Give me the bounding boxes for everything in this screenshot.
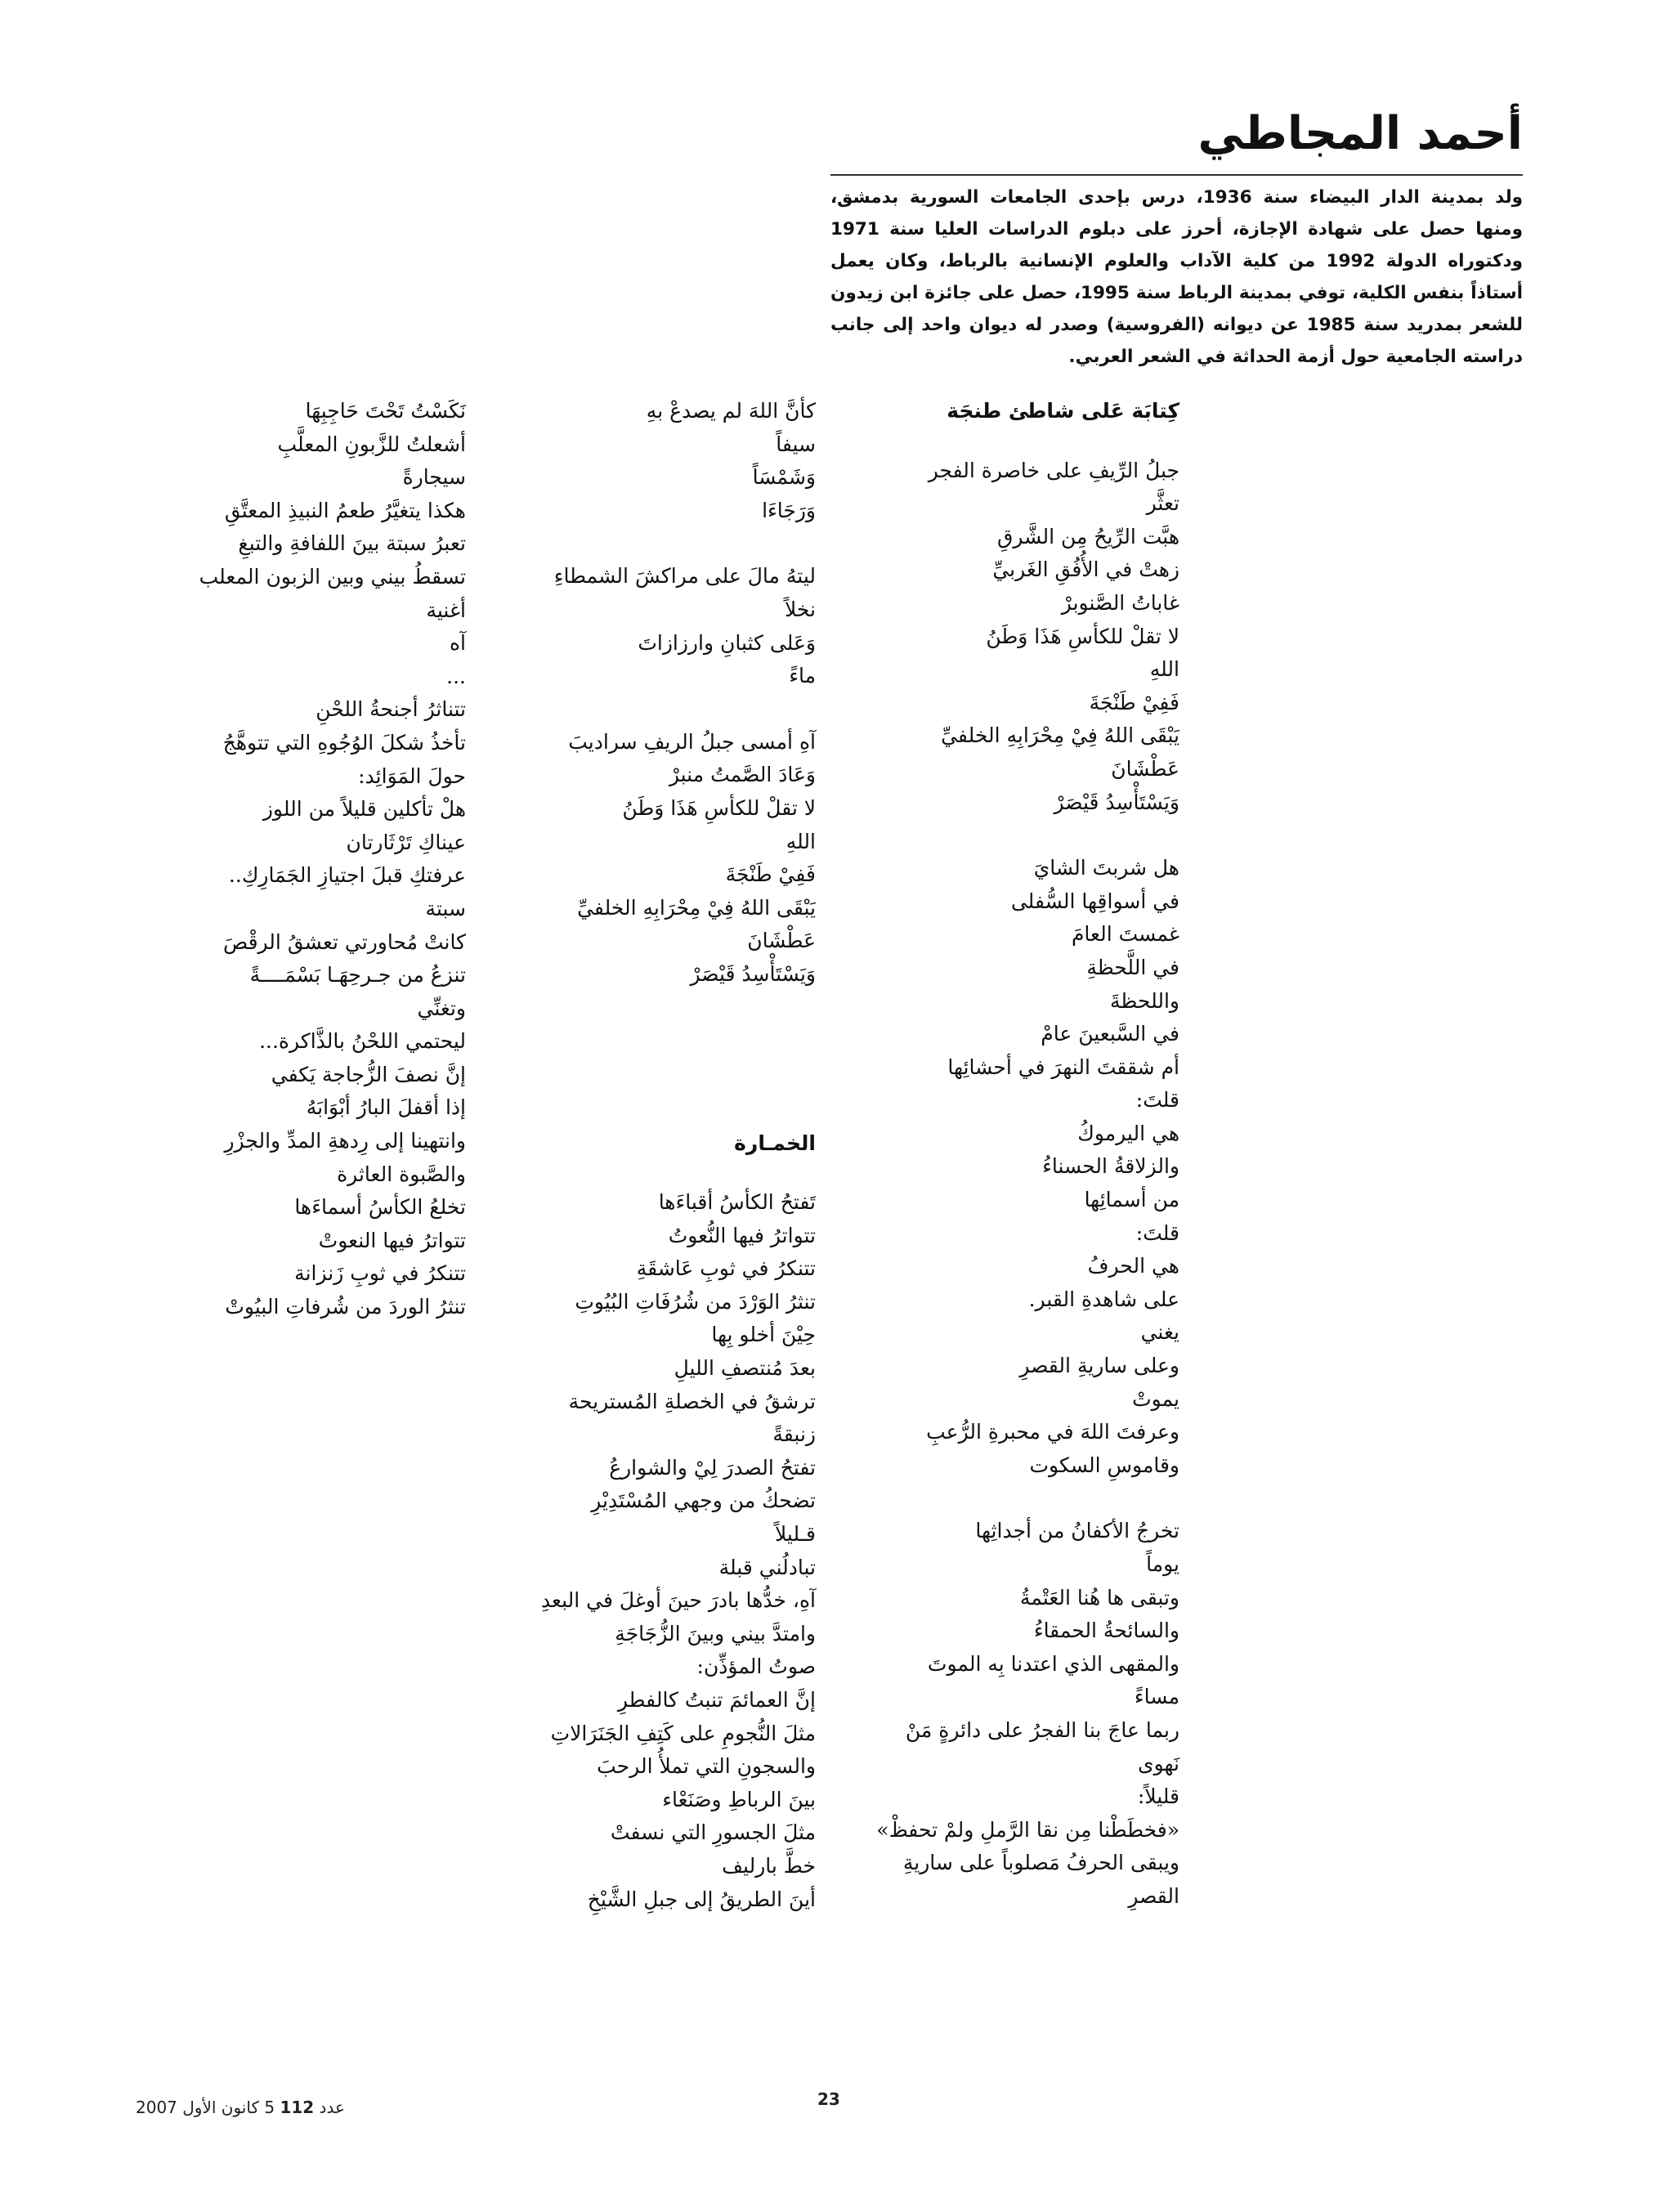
poem-line: وعرفتَ اللهَ في محبرةِ الرُّعبِ <box>926 1420 1179 1444</box>
poem-line: والصَّبوة العاثرة <box>337 1162 466 1186</box>
poem-line: هي اليرموكُ <box>1077 1121 1179 1145</box>
poem-line: وقاموسِ السكوت <box>1029 1453 1179 1477</box>
poem-line: أينَ الطريقُ إلى جبلِ الشَّيْخِ <box>587 1887 816 1911</box>
issue-number: 112 <box>280 2098 315 2117</box>
poem-line: آهِ أمسى جبلُ الريفِ سراديبَ <box>568 729 816 754</box>
issue-label: عدد <box>319 2098 345 2117</box>
poem-line: اللهِ <box>786 829 816 853</box>
poem-line: ... <box>446 664 466 688</box>
poem-line: بعدَ مُنتصفِ الليلِ <box>674 1356 816 1381</box>
poem-line: على شاهدةِ القبر. <box>1028 1287 1179 1311</box>
poem-line: ليحتمي اللحْنُ بالذَّاكرة... <box>259 1029 466 1054</box>
poem-line: سيجارةً <box>402 465 466 490</box>
stanza <box>440 395 816 527</box>
poem-line: قلتَ: <box>1135 1220 1179 1245</box>
poem-line: تتواترُ فيها النعوتْ <box>318 1228 466 1252</box>
poem-line: وَرَجَاءَا <box>762 498 816 522</box>
poem-line: إنَّ نصفَ الزُّجاجة يَكفي <box>271 1062 466 1086</box>
poem-line: بينَ الرباطِ وصَنَعْاء <box>662 1787 816 1811</box>
poem-line: حِيْنَ أخلو بِها <box>711 1323 816 1347</box>
poem-line: وانتهينا إلى رِدهةِ المدِّ والجزْرِ <box>224 1129 466 1153</box>
poem-title-tavern: الخمـارة <box>734 1131 816 1155</box>
poem-line: أغنية <box>426 598 466 622</box>
poem-line: غمستَ العامَ <box>1071 922 1179 947</box>
poem-line: تخرجُ الأكفانُ من أجداثِها <box>975 1519 1179 1543</box>
page-footer <box>0 2089 1674 2117</box>
column-left <box>74 395 466 1324</box>
stanza <box>74 395 466 1324</box>
poem-line: تبادلُني قبلة <box>718 1555 816 1579</box>
author-title: أحمد المجاطي <box>1197 107 1523 160</box>
poem-line: والسجونِ التي تملأُ الرحبَ <box>597 1754 816 1779</box>
poem-line: تضحكُ من وجهي المُسْتَدِيْرِ <box>591 1489 816 1513</box>
poem-line: آهِ، خدُّها بادرَ حينَ أوغلَ في البعدِ <box>540 1588 816 1613</box>
poem-line: كانتْ مُحاورتي تعشقُ الرقْصَ <box>222 929 466 954</box>
poem-line: قلتَ: <box>1135 1088 1179 1113</box>
poem-line: سيفاً <box>776 432 816 456</box>
poem-line: والزلاقةُ الحسناءُ <box>1042 1154 1179 1179</box>
poem-line: لا تقلْ للكأسِ هَذَا وَطَنُ <box>622 795 816 820</box>
poem-line: في أسواقِها السُّفلى <box>1010 889 1179 913</box>
header-rule <box>830 174 1523 176</box>
poem-line: مثلَ النُّجومِ على كَتِفِ الجَنَرَالاتِ <box>550 1721 816 1745</box>
column-middle <box>440 395 816 1916</box>
poem-line: وتبقى ها هُنا العَتْمةُ <box>1019 1585 1179 1610</box>
poem-line: تعثَّر <box>1146 491 1179 516</box>
poem-line: عيناكِ تَرْثَارتان <box>346 830 466 854</box>
poem-line: والسائحةُ الحمقاءُ <box>1033 1619 1179 1643</box>
poem-line: تتنكرُ في ثوبِ زَنزانة <box>294 1261 466 1286</box>
issue-date: 5 كانون الأول 2007 <box>136 2098 275 2117</box>
poem-line: يغني <box>1140 1320 1179 1345</box>
poem-line: وتغنِّي <box>417 996 466 1020</box>
poem-line: عَطْشَانَ <box>1111 756 1179 781</box>
poem-line: غاباتُ الصَّنوبرْ <box>1061 590 1179 615</box>
poem-line: «فخطَطْنا مِن نقا الرَّملِ ولمْ تحفظْ» <box>876 1817 1179 1842</box>
poem-line: وعلى ساريةِ القصرِ <box>1019 1354 1179 1378</box>
author-bio: ولد بمدينة الدار البيضاء سنة 1936، درس بإحدى الجامعات السورية بدمشق، ومنها حصل على شهادة الإجازة، أحرز على دبلوم الدراسات العليا سنة 1971 ودكتوراه الدولة 1992 من كلية الآداب والعلوم الإنسانية بالرباط، وكان يعمل أستاذاً بنفس الكلية، توفي بمدينة الرباط سنة 1995، حصل على جائزة ابن زيدون للشعر بمدريد سنة 1985 عن ديوانه (الفروسية) وصدر له ديوان واحد إلى جانب دراسته الجامعية حول أزمة الحداثة في الشعر العربي. <box>830 187 1524 367</box>
poem-line: تسقطُ بيني وبين الزبون المعلب <box>199 564 466 589</box>
poem-line: تعبرُ سبتة بينَ اللفافةِ والتبغِ <box>238 531 466 556</box>
poem-line: تتواترُ فيها النُّعوتُ <box>668 1223 816 1247</box>
poem-line: سبتة <box>425 896 466 920</box>
poem-title-tangier: كِتابَة عَلى شاطئ طنجَة <box>947 399 1179 423</box>
poem-line: ويبقى الحرفُ مَصلوباً على ساريةِ <box>902 1851 1179 1875</box>
poem-line: ربما عاجَ بنا الفجرُ على دائرةٍ مَنْ <box>905 1717 1179 1742</box>
poem-line: فَفِيْ طَنْجَةَ <box>725 862 816 887</box>
poem-line: هل شربتَ الشايَ <box>1033 856 1179 880</box>
poem-line: تنثرُ الوردَ من شُرفاتِ البيُوتْ <box>225 1295 466 1319</box>
poem-line: قليلاً: <box>1137 1784 1179 1809</box>
poem-line: تفتحُ الصدرَ لِيْ والشوارعُ <box>609 1455 816 1480</box>
stanza <box>877 454 1179 820</box>
poem-line: في السَّبعينَ عامْ <box>1041 1022 1179 1046</box>
poem-line: ترشقُ في الخصلةِ المُستريحة <box>568 1389 816 1413</box>
poem-line: نَكَسْتُ تَحْتَ حَاجِبِهَا <box>305 399 466 423</box>
poem-line: يوماً <box>1146 1552 1179 1576</box>
poem-line: يموتْ <box>1132 1386 1179 1411</box>
poem-line: اللهِ <box>1149 657 1179 682</box>
poem-line: وَشَمْسَاً <box>752 465 816 490</box>
poem-line: خطَّ بارليف <box>722 1853 816 1878</box>
poem-line: مثلَ الجسورِ التي نسفتْ <box>610 1820 816 1845</box>
poem-line: أشعلتُ للزَّبونِ المعلَّبِ <box>277 432 466 456</box>
poem-line: وَيَسْتَأْسِدُ قَيْصَرْ <box>1054 790 1179 814</box>
poem-line: وَعَلى كثبانِ وارزازاتَ <box>638 630 816 655</box>
poem-line: قـليلاً <box>774 1522 816 1547</box>
poem-line: عرفتكِ قبلَ اجتيازِ الجَمَارِكِ.. <box>228 863 466 888</box>
poem-line: تنثرُ الوَرْدَ من شُرُفَاتِ البُيُوتِ <box>575 1289 816 1314</box>
stanza <box>440 560 816 692</box>
poem-line: آه <box>449 631 466 656</box>
poem-line: صوتُ المؤذِّن: <box>696 1655 816 1679</box>
poem-line: القصرِ <box>1128 1883 1179 1908</box>
poem-line: وَيَسْتَأْسِدُ قَيْصَرْ <box>690 961 816 986</box>
poem-line: واللحظةَ <box>1110 988 1179 1013</box>
poem-line: نَهوى <box>1138 1751 1179 1775</box>
poem-line: كأنَّ اللهَ لم يصدعْ بهِ <box>646 399 816 423</box>
poem-line: زهتْ في الأُفُقِ الغَربيِّ <box>992 557 1179 582</box>
poem-line: من أسمائِها <box>1084 1188 1179 1212</box>
poem-line: ماءً <box>789 664 816 688</box>
poem-line: ليتهُ مالَ على مراكشَ الشمطاءِ <box>553 564 816 589</box>
poem-line: هبَّت الرِّيحُ مِن الشَّرقِ <box>996 524 1179 549</box>
poem-line: أم شققتَ النهرَ في أحشائِها <box>947 1055 1179 1079</box>
poem-line: في اللَّحظةِ <box>1086 955 1179 979</box>
poem-line: تأخذُ شكلَ الوُجُوهِ التي تتوهَّجُ <box>222 730 466 754</box>
poem-line: تنزعُ من جـرحِهَـا بَسْمَــــةً <box>249 963 466 987</box>
poem-line: يَبْقَى اللهُ فِيْ مِحْرَابِهِ الخلفيِّ <box>941 723 1179 748</box>
poem-line: تتنكرُ في ثوبِ عَاشقَةِ <box>636 1256 816 1281</box>
poem-line: هي الحرفُ <box>1087 1254 1179 1278</box>
poem-line: إنَّ العمائمَ تنبتُ كالفطرِ <box>617 1688 816 1712</box>
poem-line: هكذا يتغيَّرُ طعمُ النبيذِ المعتَّقِ <box>224 498 466 522</box>
poem-line: وَعَادَ الصَّمتُ منبرْ <box>669 763 816 787</box>
poem-line: فَفِيْ طَنْجَةَ <box>1089 690 1179 714</box>
stanza <box>440 726 816 992</box>
poem-line: حولَ المَوَائِد: <box>358 763 466 788</box>
poem-line: زنبقةً <box>772 1422 816 1447</box>
poem-line: تتناثرُ أجنحةُ اللحْنِ <box>316 697 466 722</box>
poem-line: يَبْقَى اللهُ فِيْ مِحْرَابِهِ الخلفيِّ <box>577 895 816 920</box>
poem-line: وامتدَّ بيني وبينَ الزُّجَاجَةِ <box>615 1621 816 1646</box>
column-right <box>877 395 1179 1914</box>
poem-line: هلْ تأكلين قليلاً من اللوز <box>262 797 466 822</box>
poem-line: إذا أقفلَ البارُ أبْوَابَهُ <box>306 1095 466 1120</box>
poem-line: مساءً <box>1134 1685 1179 1709</box>
stanza <box>440 1186 816 1916</box>
poem-line: تَفتحُ الكأسُ أقباءَها <box>658 1190 816 1215</box>
stanza <box>877 1515 1179 1913</box>
issue-info <box>136 2098 345 2117</box>
stanza <box>877 852 1179 1482</box>
poem-line: نخلاً <box>784 597 816 621</box>
poem-line: لا تقلْ للكأسِ هَذَا وَطَنُ <box>986 624 1179 648</box>
poem-line: والمقهى الذي اعتدنا بِه الموتَ <box>927 1651 1179 1676</box>
poem-line: جبلُ الرِّيفِ على خاصرة الفجر <box>928 458 1179 482</box>
page-number: 23 <box>817 2089 840 2109</box>
poem-line: عَطْشَانَ <box>747 929 816 953</box>
poem-line: تخلعُ الكأسُ أسماءَها <box>294 1195 466 1220</box>
